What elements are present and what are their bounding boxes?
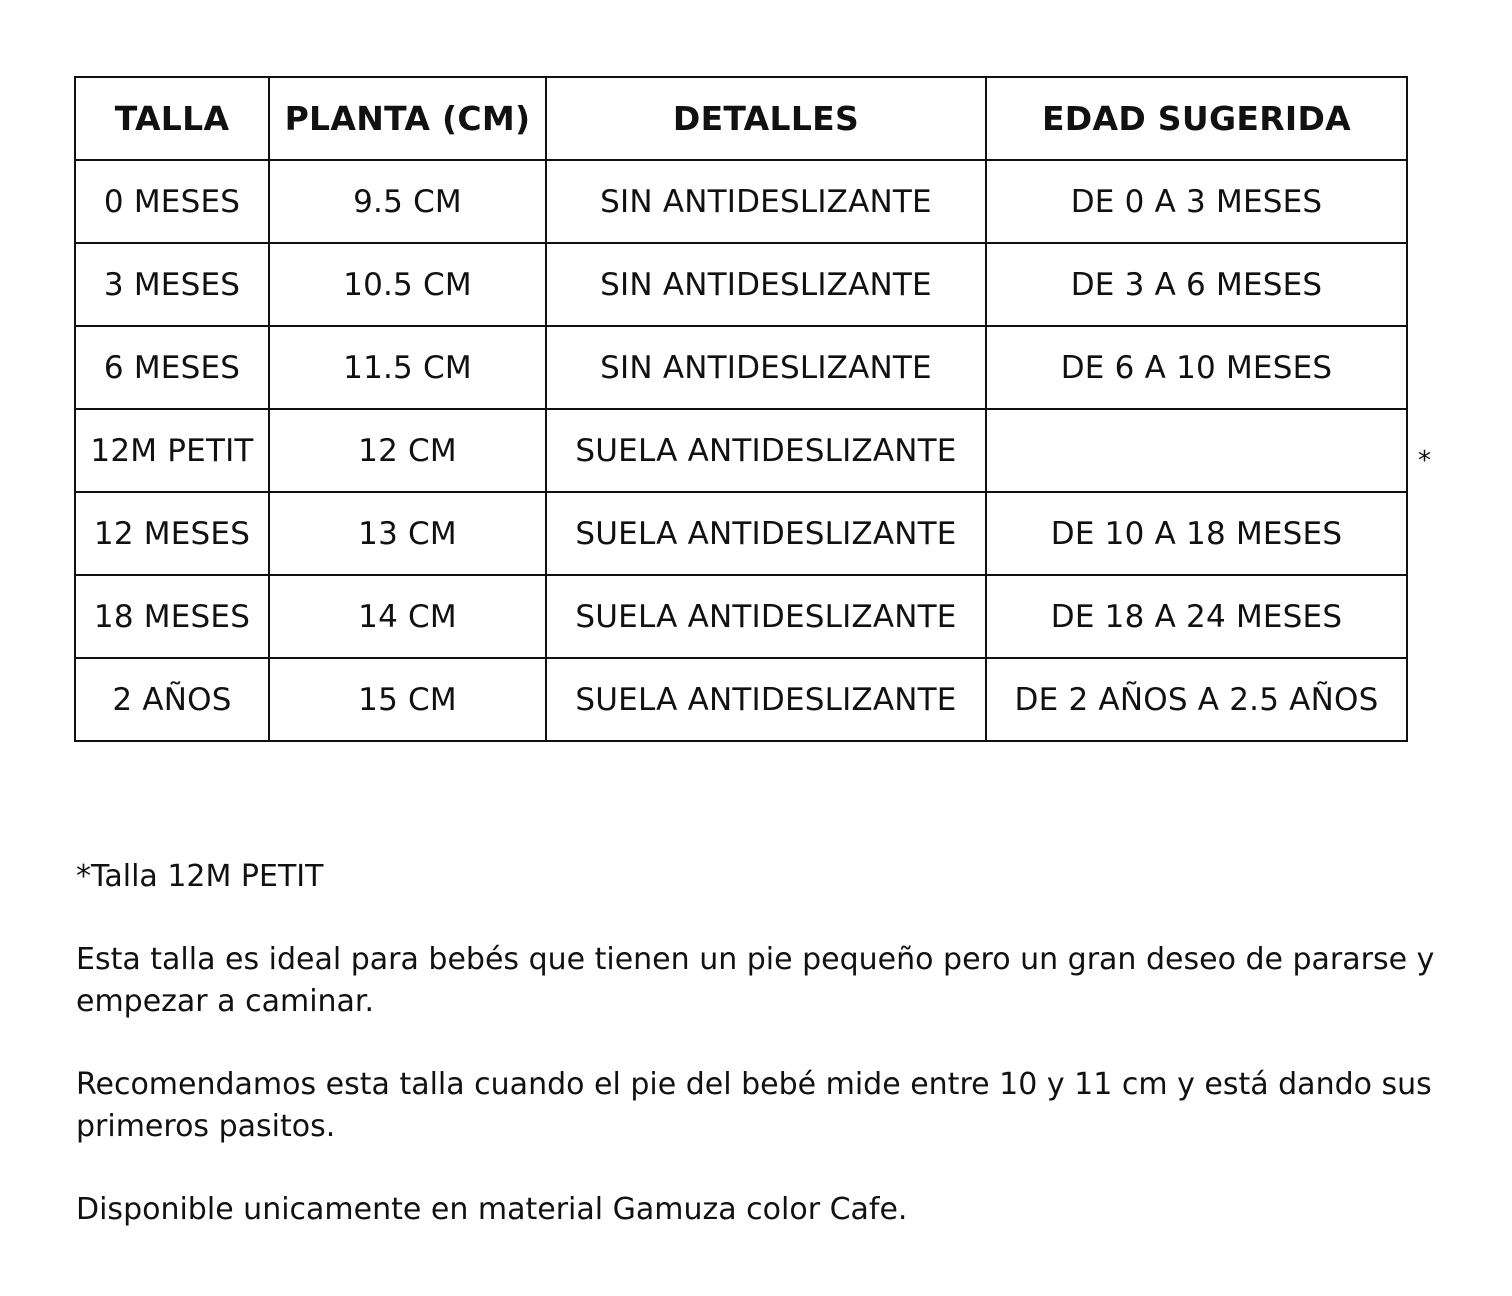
cell-talla: 2 AÑOS	[75, 658, 269, 741]
cell-edad: DE 6 A 10 MESES	[986, 326, 1407, 409]
cell-talla: 3 MESES	[75, 243, 269, 326]
petit-notes	[76, 856, 1496, 1272]
cell-detalles: SIN ANTIDESLIZANTE	[546, 243, 986, 326]
header-planta: PLANTA (CM)	[269, 77, 546, 160]
notes-paragraph: Disponible unicamente en material Gamuza color Cafe.	[76, 1192, 908, 1227]
notes-paragraph: Esta talla es ideal para bebés que tienen un pie pequeño pero un gran deseo de pararse y empezar a caminar.	[76, 942, 1435, 1019]
cell-detalles: SUELA ANTIDESLIZANTE	[546, 658, 986, 741]
table-row	[75, 658, 1407, 741]
cell-talla: 12M PETIT	[75, 409, 269, 492]
cell-edad: DE 10 A 18 MESES	[986, 492, 1407, 575]
cell-detalles: SIN ANTIDESLIZANTE	[546, 326, 986, 409]
notes-title: *Talla 12M PETIT	[76, 859, 324, 894]
cell-talla: 6 MESES	[75, 326, 269, 409]
cell-planta: 11.5 CM	[269, 326, 546, 409]
size-chart-table	[74, 76, 1408, 742]
cell-detalles: SUELA ANTIDESLIZANTE	[546, 409, 986, 492]
cell-edad	[986, 409, 1407, 492]
table-row	[75, 409, 1407, 492]
cell-detalles: SIN ANTIDESLIZANTE	[546, 160, 986, 243]
table-row	[75, 243, 1407, 326]
cell-talla: 0 MESES	[75, 160, 269, 243]
table-row	[75, 160, 1407, 243]
cell-talla: 12 MESES	[75, 492, 269, 575]
table-row	[75, 575, 1407, 658]
cell-planta: 9.5 CM	[269, 160, 546, 243]
cell-planta: 13 CM	[269, 492, 546, 575]
cell-edad: DE 3 A 6 MESES	[986, 243, 1407, 326]
table-row	[75, 326, 1407, 409]
header-edad-sugerida: EDAD SUGERIDA	[986, 77, 1407, 160]
petit-footnote-marker: *	[1418, 446, 1431, 476]
cell-planta: 15 CM	[269, 658, 546, 741]
cell-edad: DE 0 A 3 MESES	[986, 160, 1407, 243]
cell-detalles: SUELA ANTIDESLIZANTE	[546, 575, 986, 658]
cell-planta: 14 CM	[269, 575, 546, 658]
header-talla: TALLA	[75, 77, 269, 160]
cell-edad: DE 18 A 24 MESES	[986, 575, 1407, 658]
table-row	[75, 492, 1407, 575]
cell-edad: DE 2 AÑOS A 2.5 AÑOS	[986, 658, 1407, 741]
header-detalles: DETALLES	[546, 77, 986, 160]
cell-talla: 18 MESES	[75, 575, 269, 658]
cell-planta: 12 CM	[269, 409, 546, 492]
notes-paragraph: Recomendamos esta talla cuando el pie del bebé mide entre 10 y 11 cm y está dando sus primeros pasitos.	[76, 1067, 1432, 1144]
table-header-row	[75, 77, 1407, 160]
cell-planta: 10.5 CM	[269, 243, 546, 326]
cell-detalles: SUELA ANTIDESLIZANTE	[546, 492, 986, 575]
